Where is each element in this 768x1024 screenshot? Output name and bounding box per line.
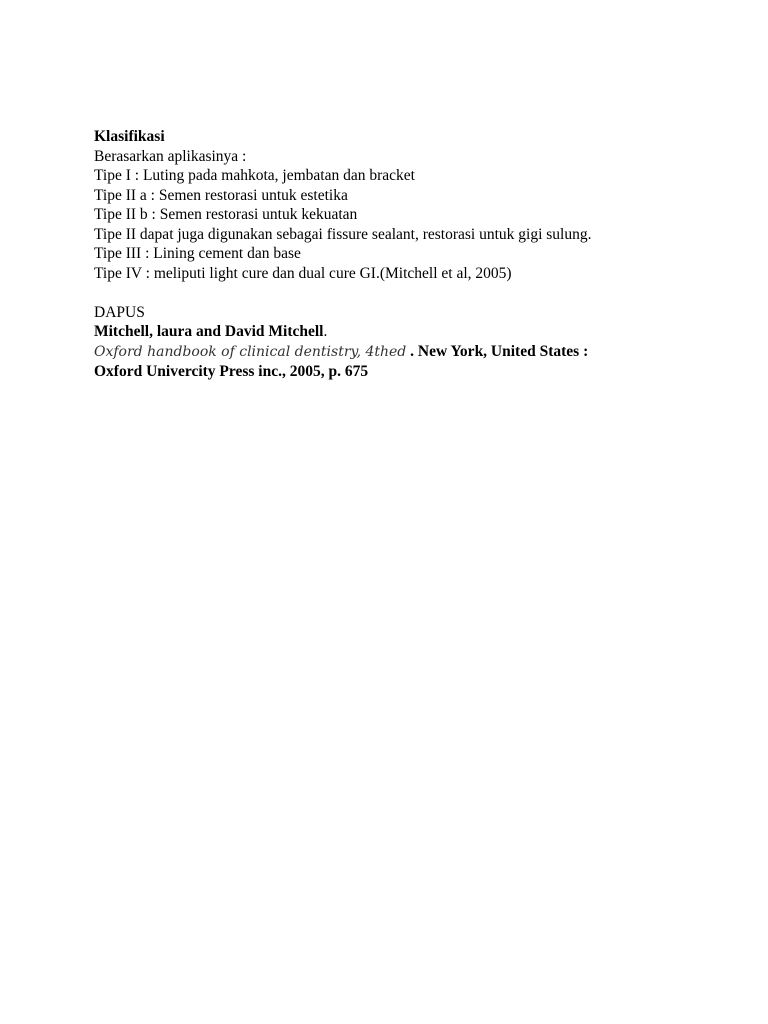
classification-item-5: Tipe III : Lining cement dan base xyxy=(94,245,301,262)
reference-publisher-line1: . New York, United States : xyxy=(406,342,589,360)
references-heading: DAPUS xyxy=(94,303,145,321)
section-gap xyxy=(94,283,734,303)
reference-authors-line xyxy=(94,322,734,342)
classification-item-1: Tipe I : Luting pada mahkota, jembatan dan bracket xyxy=(94,167,415,184)
classification-item-6: Tipe IV : meliputi light cure dan dual cure GI.(Mitchell et al, 2005) xyxy=(94,264,512,282)
reference-authors-end: . xyxy=(323,323,328,340)
classification-intro: Berasarkan aplikasinya : xyxy=(94,147,247,165)
reference-publisher-line2: Oxford Univercity Press inc., 2005, p. 675 xyxy=(94,363,369,380)
classification-item-4: Tipe II dapat juga digunakan sebagai fissure sealant, restorasi untuk gigi sulung. xyxy=(94,225,592,243)
reference-authors: Mitchell, laura and David Mitchell xyxy=(94,323,324,340)
document-page xyxy=(94,127,734,382)
classification-item-2: Tipe II a : Semen restorasi untuk estetika xyxy=(94,186,348,204)
reference-title: Oxford handbook of clinical dentistry, 4thed xyxy=(94,343,407,360)
reference-title-line xyxy=(94,342,734,363)
classification-heading: Klasifikasi xyxy=(94,128,165,145)
classification-item-3: Tipe II b : Semen restorasi untuk kekuatan xyxy=(94,206,358,223)
